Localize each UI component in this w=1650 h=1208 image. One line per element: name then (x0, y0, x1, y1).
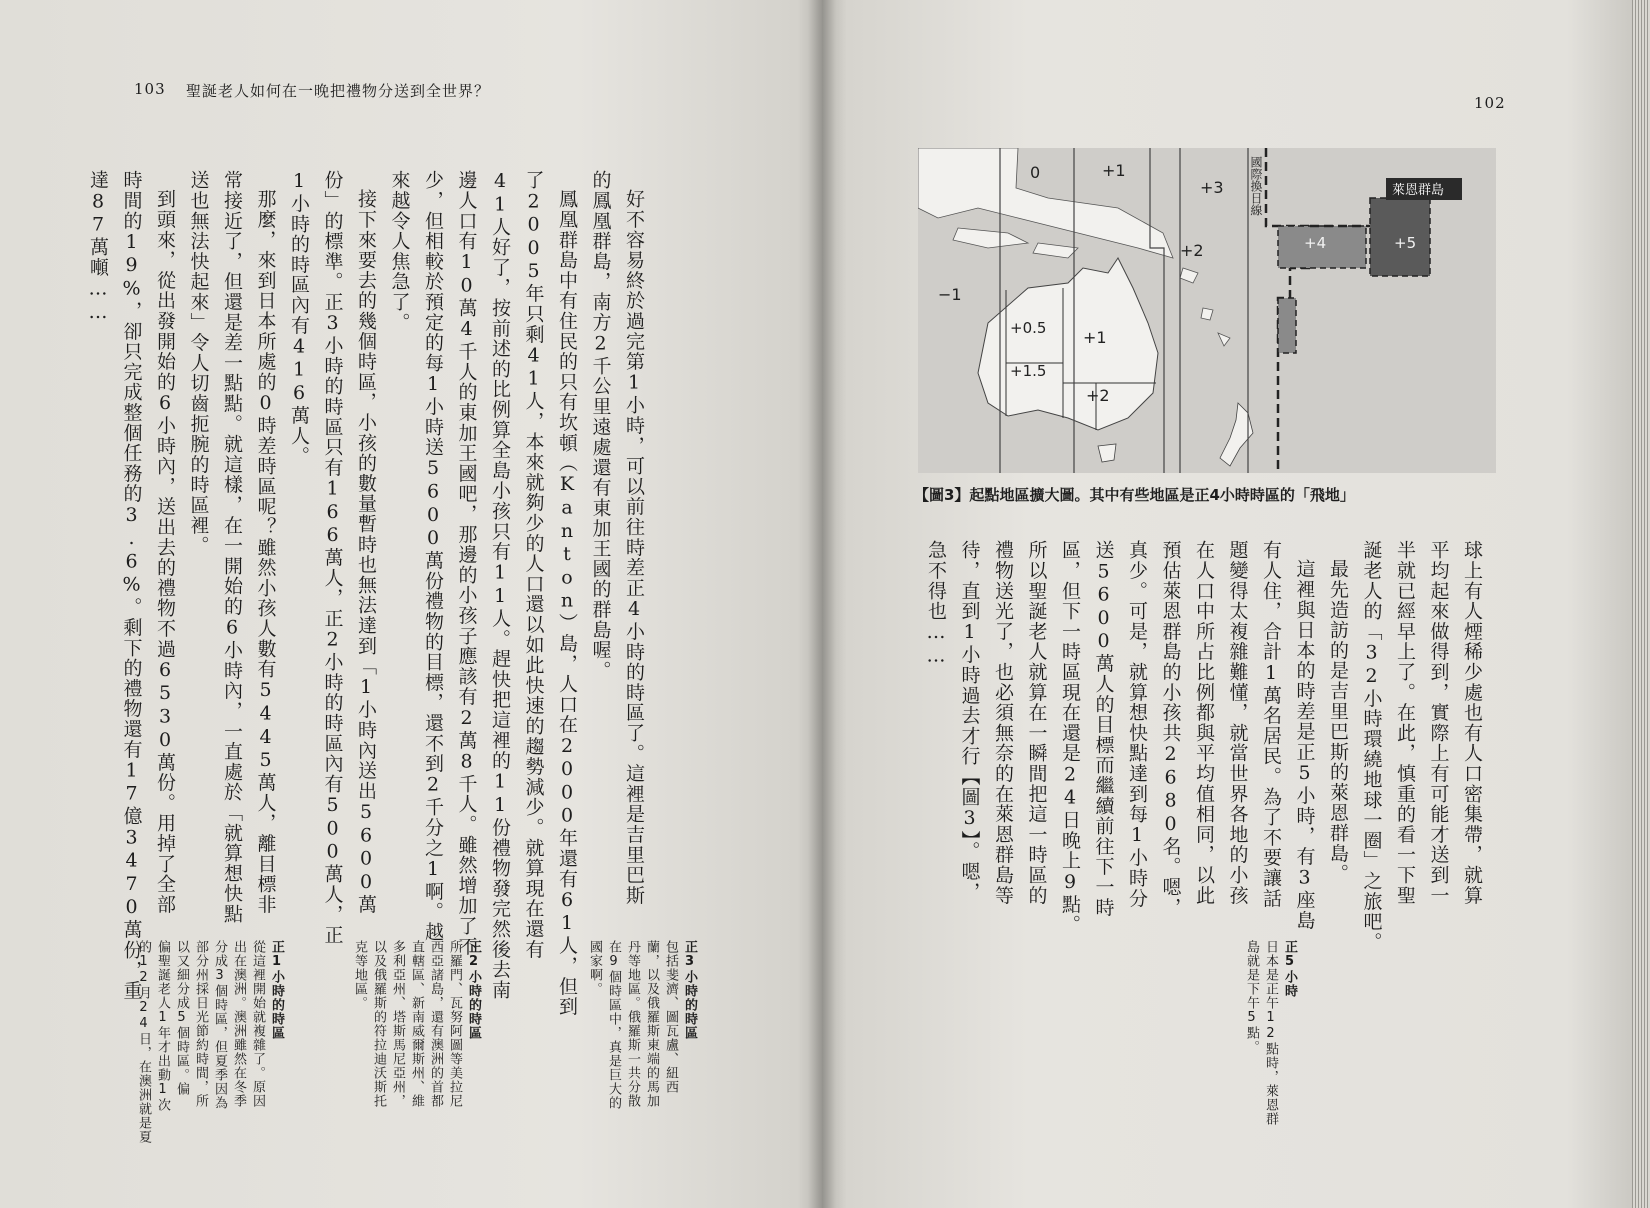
body-line: 送也無法快起來」令人切齒扼腕的時區裡。 (187, 170, 210, 556)
sidenote-line: 以及俄羅斯的符拉迪沃斯托 (371, 940, 386, 1108)
book-gutter (808, 0, 836, 1208)
sidenote-title: 正1小時的時區 (269, 940, 284, 1040)
right-folio: 102 (1474, 94, 1506, 112)
sidenote-plus2 (350, 940, 483, 1170)
sidenote-plus3 (585, 940, 699, 1170)
sidenote-line: 在9個時區中，真是巨大的 (606, 940, 621, 1110)
left-folio: 103 (134, 80, 166, 98)
zone-label-plus2-top: +2 (1180, 241, 1204, 260)
body-line: 送5600萬人的目標而繼續前往下一時 (1092, 540, 1115, 918)
sidenote-title: 正2小時的時區 (466, 940, 481, 1040)
zone-label-plus0-5: +0.5 (1010, 319, 1047, 337)
body-line: 好不容易終於過完第1小時，可以前往時差正4小時的時區了。這裡是吉里巴斯 (623, 189, 645, 906)
sidenote-line: 克等地區。 (352, 940, 367, 1010)
body-line: 達87萬噸…… (87, 170, 109, 325)
sidenote-line: 部分州採日光節約時間，所 (193, 940, 208, 1108)
body-line: 鳳凰群島中有住民的只有坎頓（Kanton）島，人口在2000年還有61人，但到 (556, 189, 578, 1017)
sidenote-line: 西亞諸島，還有澳洲的首都 (428, 940, 443, 1108)
body-line: 在人口中所占比例都與平均值相同，以此 (1193, 540, 1215, 906)
sidenote-plus1 (134, 940, 286, 1170)
sidenote-title: 正5小時 (1282, 940, 1297, 998)
body-line: 時間的19%，卻只完成整個任務的3.6%。剩下的禮物還有17億3470萬份，重 (120, 170, 143, 1001)
right-body-text (919, 540, 1489, 960)
sidenote-line: 分成3個時區，但夏季因為 (212, 940, 227, 1110)
body-line: 半就已經早上了。在此，慎重的看一下聖 (1394, 540, 1416, 906)
body-line: 邊人口有10萬4千人的東加王國吧，那邊的小孩子應該有2萬8千人。雖然增加了不 (455, 170, 478, 957)
sidenote-title: 正3小時的時區 (682, 940, 697, 1040)
zone-label-0: 0 (1030, 163, 1041, 182)
body-line: 誕老人的「32小時環繞地球一圈」之旅吧。 (1360, 540, 1383, 952)
zone-label-plus1-aus: +1 (1083, 328, 1107, 347)
island-callout-label: 萊恩群島 (1392, 183, 1445, 198)
body-line: 預估萊恩群島的小孩共2680名。嗯， (1159, 540, 1182, 918)
body-line: 最先造訪的是吉里巴斯的萊恩群島。 (1327, 559, 1349, 884)
zone-label-plus1-5: +1.5 (1010, 362, 1047, 380)
body-line: 待，直到1小時過去才行【圖3】。嗯， (958, 540, 981, 902)
body-line: 有人住，合計1萬名居民。為了不要讓話 (1260, 540, 1282, 909)
sidenote-line: 的12月24日，在澳洲就是夏 (136, 940, 151, 1144)
figure-caption: 【圖3】起點地區擴大圖。其中有些地區是正4小時時區的「飛地」 (914, 486, 1355, 504)
body-line: 真少。可是，就算想快點達到每1小時分 (1126, 540, 1148, 909)
running-head: 聖誕老人如何在一晚把禮物分送到全世界？ (186, 82, 491, 100)
body-line: 份」的標準。正3小時的時區只有166萬人，正2小時的時區內有500萬人，正 (321, 170, 344, 946)
sidenote-line: 日本是正午12點時，萊恩群 (1263, 940, 1278, 1126)
sidenote-line: 包括斐濟、圖瓦盧、紐西 (663, 940, 678, 1094)
body-line: 那麼，來到日本所處的0時差時區呢？雖然小孩人數有5445萬人，離目標非 (254, 189, 277, 915)
body-line: 常接近了，但還是差一點點。就這樣，在一開始的6小時內，一直處於「就算想快點 (221, 170, 243, 925)
body-line: 到頭來，從出發開始的6小時內，送出去的禮物不過6530萬份。用掉了全部 (154, 189, 176, 915)
time-zone-map (918, 148, 1496, 473)
page-edge (1632, 0, 1650, 1208)
sidenote-line: 島就是下午5點。 (1244, 940, 1259, 1054)
zone-label-plus5: +5 (1394, 234, 1417, 252)
body-line: 球上有人煙稀少處也有人口密集帶，就算 (1461, 540, 1483, 906)
body-line: 急不得也…… (925, 540, 947, 668)
sidenote-plus5 (1242, 940, 1299, 1160)
body-line: 少，但相較於預定的每1小時送5600萬份禮物的目標，還不到2千分之1啊。越 (422, 170, 444, 943)
sidenote-line: 直轄區、新南威爾斯州、維 (409, 940, 424, 1108)
sidenote-line: 蘭，以及俄羅斯東端的馬加 (644, 940, 659, 1108)
sidenote-line: 偏聖誕老人1年才出動1次 (155, 940, 170, 1112)
zone-label-plus3: +3 (1200, 178, 1224, 197)
body-line: 1小時的時區內有416萬人。 (288, 170, 310, 467)
body-line: 這裡與日本的時差是正5小時，有3座島 (1293, 559, 1316, 931)
body-line: 的鳳凰群島，南方2千公里遠處還有東加王國的群島喔。 (589, 170, 612, 681)
sidenote-line: 多利亞州、塔斯馬尼亞州， (390, 940, 405, 1108)
dateline-label: 國際換日線 (1249, 156, 1263, 216)
body-line: 平均起來做得到，實際上有可能才送到一 (1427, 540, 1450, 906)
zone-label-plus4: +4 (1304, 234, 1327, 252)
sidenote-line: 國家啊。 (587, 940, 602, 996)
body-line: 題變得太複雜難懂，就當世界各地的小孩 (1226, 540, 1249, 906)
body-line: 接下來要去的幾個時區，小孩的數量暫時也無法達到「1小時內送出5600萬 (355, 189, 377, 915)
body-line: 禮物送光了，也必須無奈的在萊恩群島等 (992, 540, 1014, 906)
body-line: 所以聖誕老人就算在一瞬間把這一時區的 (1025, 540, 1048, 906)
sidenote-line: 以又細分成5個時區。偏 (174, 940, 189, 1096)
zone-label-plus2-aus: +2 (1086, 386, 1110, 405)
zone-label-minus1: −1 (938, 285, 962, 304)
sidenote-line: 所羅門、瓦努阿圖等美拉尼 (447, 940, 462, 1108)
sidenote-line: 出在澳洲。澳洲雖然在冬季 (231, 940, 246, 1108)
body-line: 了2005年只剩41人，本來就夠少的人口還以如此快速的趨勢減少。就算現在還有 (522, 170, 545, 960)
body-line: 41人好了，按前述的比例算全島小孩只有11人。趕快把這裡的11份禮物發完然後去南 (489, 170, 511, 1000)
map-enclave-plus4-south (1278, 298, 1296, 353)
body-line: 區，但下一時區現在還是24日晚上9點。 (1059, 540, 1081, 935)
sidenote-line: 從這裡開始就複雜了。原因 (250, 940, 265, 1108)
sidenote-line: 丹等地區。俄羅斯一共分散 (625, 940, 640, 1108)
zone-label-plus1-top: +1 (1102, 161, 1126, 180)
body-line: 來越令人焦急了。 (388, 170, 411, 333)
